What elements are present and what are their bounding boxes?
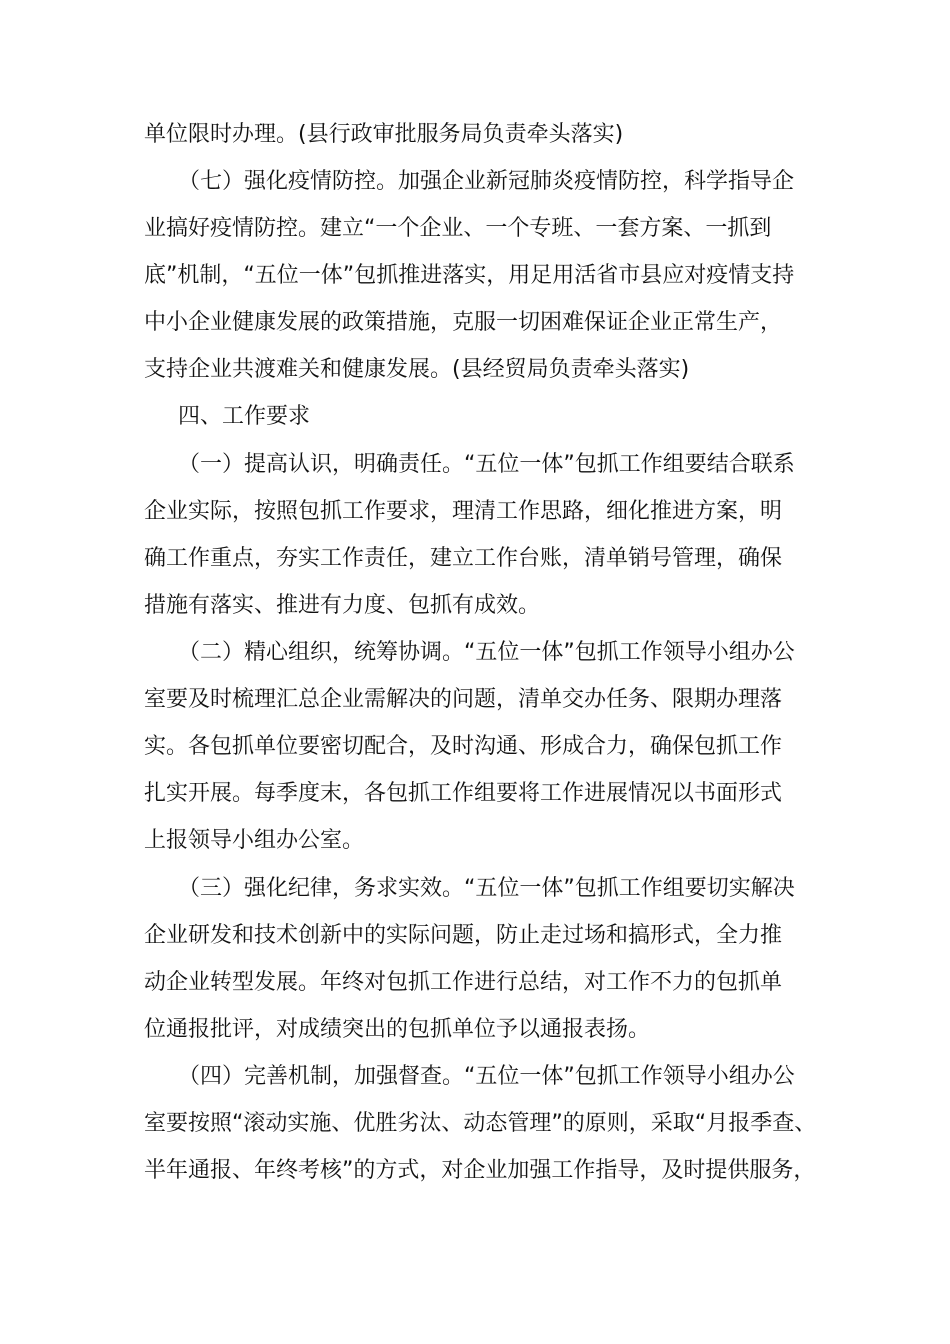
text-line	[0, 256, 950, 296]
line-text: 四、工作要求	[178, 404, 311, 429]
text-line	[0, 1104, 950, 1144]
text-line	[0, 774, 950, 814]
text-line	[0, 963, 950, 1003]
line-text: 中小企业健康发展的政策措施，克服一切困难保证企业正常生产，	[144, 310, 783, 335]
line-text: 企业研发和技术创新中的实际问题，防止走过场和搞形式，全力推	[144, 923, 783, 948]
line-text: 措施有落实、推进有力度、包抓有成效。	[144, 593, 541, 618]
text-line	[0, 539, 950, 579]
line-text: 确工作重点，夯实工作责任，建立工作台账，清单销号管理，确保	[144, 546, 783, 571]
line-text: 底”机制，“五位一体”包抓推进落实，用足用活省市县应对疫情支持	[144, 263, 795, 288]
line-text: （七）强化疫情防控。加强企业新冠肺炎疫情防控，科学指导企	[178, 169, 795, 194]
text-line	[0, 209, 950, 249]
line-text: 半年通报、年终考核”的方式，对企业加强工作指导，及时提供服务，	[144, 1158, 816, 1183]
line-text: 实。各包抓单位要密切配合，及时沟通、形成合力，确保包抓工作	[144, 734, 783, 759]
text-line	[0, 1057, 950, 1097]
text-line	[0, 916, 950, 956]
text-line	[0, 492, 950, 532]
text-line	[0, 727, 950, 767]
text-line	[0, 303, 950, 343]
section-heading	[0, 397, 950, 437]
line-text: 支持企业共渡难关和健康发展。(县经贸局负责牵头落实)	[144, 357, 690, 382]
line-text: （一）提高认识，明确责任。“五位一体”包抓工作组要结合联系	[178, 452, 795, 477]
line-text: 单位限时办理。(县行政审批服务局负责牵头落实)	[144, 122, 624, 147]
text-line	[0, 680, 950, 720]
line-text: 位通报批评，对成绩突出的包抓单位予以通报表扬。	[144, 1017, 651, 1042]
line-text: 上报领导小组办公室。	[144, 828, 365, 853]
line-text: （三）强化纪律，务求实效。“五位一体”包抓工作组要切实解决	[178, 876, 795, 901]
line-text: 企业实际，按照包抓工作要求，理清工作思路，细化推进方案，明	[144, 499, 783, 524]
line-text: 动企业转型发展。年终对包抓工作进行总结，对工作不力的包抓单	[144, 970, 783, 995]
line-text: 业搞好疫情防控。建立“一个企业、一个专班、一套方案、一抓到	[144, 216, 772, 241]
text-line	[0, 1010, 950, 1050]
line-text: 室要及时梳理汇总企业需解决的问题，清单交办任务、限期办理落	[144, 687, 783, 712]
text-line	[0, 445, 950, 485]
line-text: 室要按照“滚动实施、优胜劣汰、动态管理”的原则，采取“月报季查、	[144, 1111, 817, 1136]
text-line	[0, 115, 950, 155]
text-line	[0, 633, 950, 673]
text-line	[0, 586, 950, 626]
text-line	[0, 350, 950, 390]
line-text: （二）精心组织，统筹协调。“五位一体”包抓工作领导小组办公	[178, 640, 795, 665]
line-text: （四）完善机制，加强督查。“五位一体”包抓工作领导小组办公	[178, 1064, 795, 1089]
line-text: 扎实开展。每季度末，各包抓工作组要将工作进展情况以书面形式	[144, 781, 783, 806]
text-line	[0, 1151, 950, 1191]
text-line	[0, 869, 950, 909]
text-line	[0, 162, 950, 202]
text-line	[0, 821, 950, 861]
